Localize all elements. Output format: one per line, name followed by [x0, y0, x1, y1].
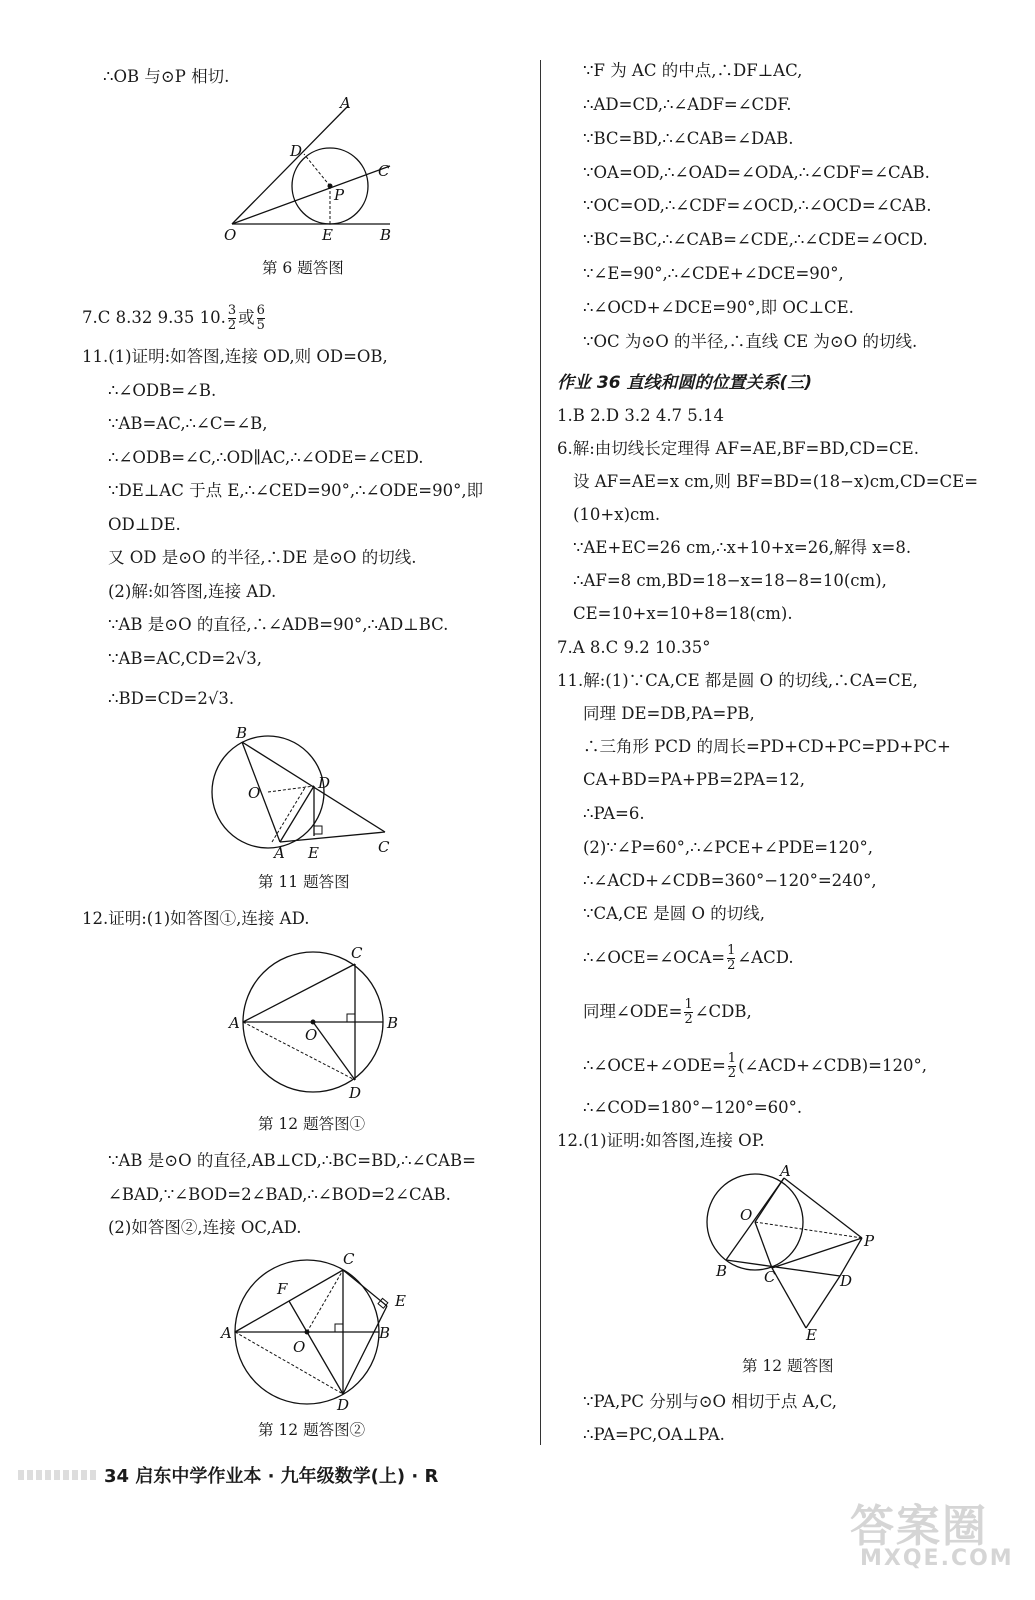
label-D: D: [318, 774, 331, 792]
text-line: ∵BC=BC,∴∠CAB=∠CDE,∴∠CDE=∠OCD.: [583, 230, 928, 249]
text-line: (2)∵∠P=60°,∴∠PCE+∠PDE=120°,: [583, 838, 874, 857]
label-E: E: [322, 226, 333, 244]
label-D: D: [840, 1272, 853, 1290]
footer-title: 34 启东中学作业本 · 九年级数学(上) · R: [104, 1466, 439, 1487]
text-line: ∴PA=6.: [583, 804, 645, 823]
text-line: 1.B 2.D 3.2 4.7 5.14: [557, 406, 725, 425]
figure-q6: [220, 96, 410, 250]
text-line: ∴∠ODB=∠B.: [108, 381, 217, 400]
label-A: A: [340, 96, 351, 112]
label-E: E: [308, 844, 319, 862]
figure-q12-right: [700, 1164, 890, 1348]
column-divider: [540, 60, 541, 1445]
caption-q12-1: 第 12 题答图①: [258, 1115, 366, 1133]
label-C: C: [343, 1250, 355, 1268]
text-line: ∵DE⊥AC 于点 E,∴∠CED=90°,∴∠ODE=90°,即: [108, 481, 484, 500]
caption-q12-right: 第 12 题答图: [742, 1357, 834, 1375]
text-line: (10+x)cm.: [573, 505, 661, 524]
text-line: 12.证明:(1)如答图①,连接 AD.: [82, 909, 310, 928]
text-line: ∵OA=OD,∴∠OAD=∠ODA,∴∠CDF=∠CAB.: [583, 163, 930, 182]
text-line: CA+BD=PA+PB=2PA=12,: [583, 770, 805, 789]
text-line: ∴三角形 PCD 的周长=PD+CD+PC=PD+PC+: [583, 737, 951, 756]
text-line: 同理 DE=DB,PA=PB,: [583, 704, 755, 723]
text-line: ∴OB 与⊙P 相切.: [103, 67, 230, 86]
text-line: ∴∠ODB=∠C,∴OD∥AC,∴∠ODE=∠CED.: [108, 448, 424, 467]
caption-q12-2: 第 12 题答图②: [258, 1421, 366, 1439]
text-line: ∴AD=CD,∴∠ADF=∠CDF.: [583, 95, 792, 114]
label-B: B: [380, 226, 392, 244]
watermark-logo: 答案圈 MXQE.COM: [850, 1501, 1014, 1571]
label-O: O: [224, 226, 237, 244]
label-D: D: [337, 1396, 350, 1413]
label-D: D: [349, 1084, 362, 1102]
text-line: ∵∠E=90°,∴∠CDE+∠DCE=90°,: [583, 264, 844, 283]
text-line: ∵F 为 AC 的中点,∴DF⊥AC,: [583, 61, 803, 80]
text-line: 7.A 8.C 9.2 10.35°: [557, 638, 711, 657]
caption-q11: 第 11 题答图: [258, 873, 350, 891]
figure-q12-2: [215, 1248, 425, 1417]
text-line: 又 OD 是⊙O 的半径,∴DE 是⊙O 的切线.: [108, 548, 417, 567]
text-line: ∵AB=AC,CD=2√3,: [108, 649, 262, 668]
text-line: ∴BD=CD=2√3.: [108, 689, 235, 708]
text-line: ∵AE+EC=26 cm,∴x+10+x=26,解得 x=8.: [573, 538, 912, 557]
text-line: (2)解:如答图,连接 AD.: [108, 582, 277, 601]
section-title: 作业 36 直线和圆的位置关系(三): [557, 373, 813, 393]
text-line-fraction: ∴∠OCE=∠OCA= $\frac{1}{2}$ ∠ACD.: [583, 943, 794, 973]
text-line: ∠BAD,∵∠BOD=2∠BAD,∴∠BOD=2∠CAB.: [108, 1185, 451, 1204]
text-line: (2)如答图②,连接 OC,AD.: [108, 1218, 302, 1237]
label-A: A: [274, 844, 285, 862]
label-C: C: [378, 162, 390, 180]
label-C: C: [764, 1268, 776, 1286]
text-line: ∵PA,PC 分别与⊙O 相切于点 A,C,: [583, 1392, 838, 1411]
label-A: A: [780, 1164, 791, 1180]
text-line: 11.(1)证明:如答图,连接 OD,则 OD=OB,: [82, 347, 388, 366]
text-line: ∵AB 是⊙O 的直径,AB⊥CD,∴BC=BD,∴∠CAB=: [108, 1151, 476, 1170]
text-line: ∵CA,CE 是圆 O 的切线,: [583, 904, 765, 923]
label-E: E: [806, 1326, 817, 1344]
label-P: P: [334, 186, 345, 204]
text-line-fraction: ∴∠OCE+∠ODE= $\frac{1}{2}$ (∠ACD+∠CDB)=120°,: [583, 1051, 927, 1081]
label-B: B: [379, 1324, 391, 1342]
label-A: A: [221, 1324, 232, 1342]
label-B: B: [236, 724, 248, 742]
text-line: ∴∠OCD+∠DCE=90°,即 OC⊥CE.: [583, 298, 854, 317]
text-line: ∴PA=PC,OA⊥PA.: [583, 1425, 725, 1444]
text-line: ∵AB=AC,∴∠C=∠B,: [108, 414, 268, 433]
label-C: C: [378, 838, 390, 856]
text-line: ∴∠COD=180°−120°=60°.: [583, 1098, 803, 1117]
text-line: ∵OC=OD,∴∠CDF=∠OCD,∴∠OCD=∠CAB.: [583, 196, 932, 215]
label-O: O: [740, 1206, 753, 1224]
text-line-fraction: 同理∠ODE= $\frac{1}{2}$ ∠CDB,: [583, 997, 752, 1027]
label-B: B: [716, 1262, 728, 1280]
label-F: F: [277, 1280, 288, 1298]
caption-q6: 第 6 题答图: [262, 259, 344, 277]
answers-7-10: 7.C 8.32 9.35 10. $\frac{3}{2}$ 或 $\frac{6}{5}$: [82, 303, 265, 333]
label-B: B: [387, 1014, 399, 1032]
text-line: ∵BC=BD,∴∠CAB=∠DAB.: [583, 129, 794, 148]
text-line: 设 AF=AE=x cm,则 BF=BD=(18−x)cm,CD=CE=: [573, 472, 979, 491]
footer-decoration: [18, 1470, 96, 1480]
label-P: P: [864, 1232, 875, 1250]
label-A: A: [229, 1014, 240, 1032]
text-line: ∵OC 为⊙O 的半径,∴直线 CE 为⊙O 的切线.: [583, 332, 918, 351]
label-E: E: [395, 1292, 406, 1310]
text-line: 11.解:(1)∵CA,CE 都是圆 O 的切线,∴CA=CE,: [557, 671, 918, 690]
text-line: ∴∠ACD+∠CDB=360°−120°=240°,: [583, 871, 877, 890]
text-line: ∵AB 是⊙O 的直径,∴∠ADB=90°,∴AD⊥BC.: [108, 615, 449, 634]
text-line: 6.解:由切线长定理得 AF=AE,BF=BD,CD=CE.: [557, 439, 919, 458]
label-O: O: [305, 1026, 318, 1044]
text-line: CE=10+x=10+8=18(cm).: [573, 604, 793, 623]
text-line: 12.(1)证明:如答图,连接 OP.: [557, 1131, 765, 1150]
label-O: O: [248, 784, 261, 802]
figure-q11: [200, 720, 410, 869]
figure-q12-1: [225, 938, 415, 1107]
label-C: C: [351, 944, 363, 962]
text-line: OD⊥DE.: [108, 515, 181, 534]
label-O: O: [293, 1338, 306, 1356]
label-D: D: [290, 142, 303, 160]
text-line: ∴AF=8 cm,BD=18−x=18−8=10(cm),: [573, 571, 887, 590]
